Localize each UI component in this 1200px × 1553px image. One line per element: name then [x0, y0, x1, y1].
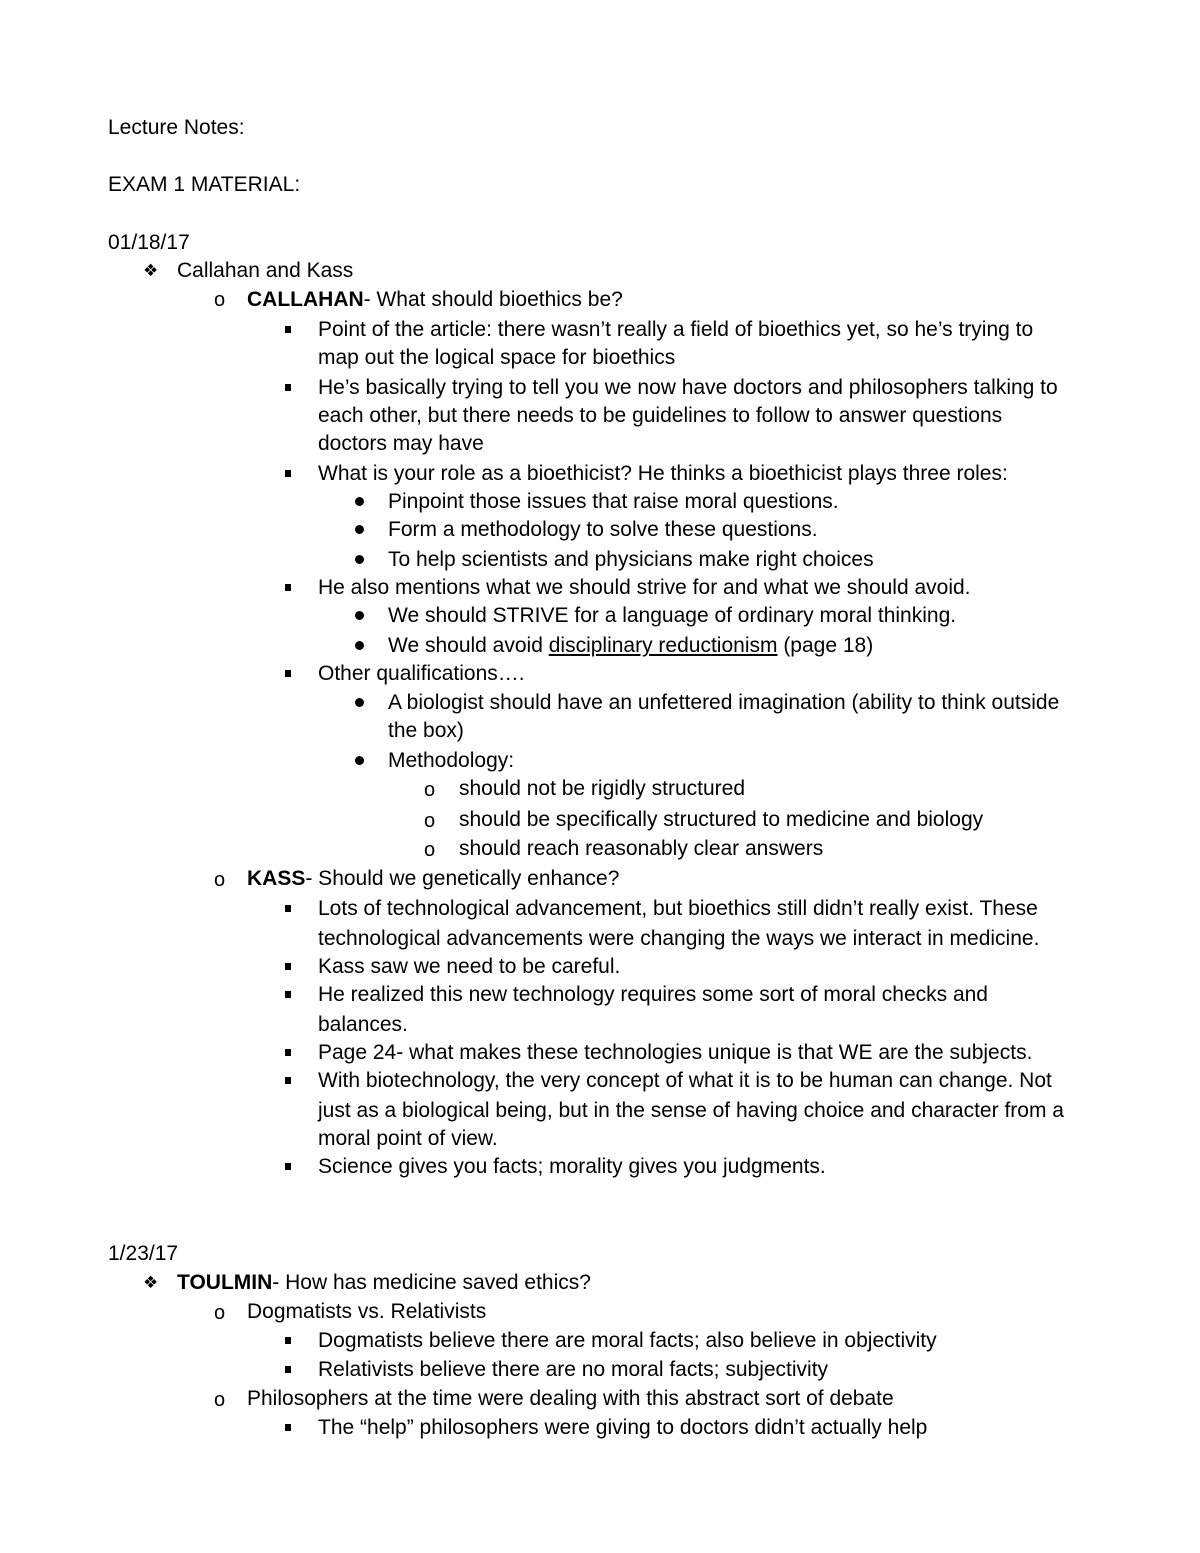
list-item-text: Lots of technological advancement, but bioethics still didn’t really exist. These: [318, 897, 1038, 920]
square-bullet-icon: [285, 1366, 291, 1373]
callahan-title: - What should bioethics be?: [363, 288, 623, 311]
list-item-text: should reach reasonably clear answers: [459, 837, 824, 860]
list-item-text: Philosophers at the time were dealing with this abstract sort of debate: [247, 1387, 894, 1410]
circle-bullet-icon: o: [424, 839, 436, 861]
dot-bullet-icon: [355, 641, 364, 650]
dot-bullet-icon: [355, 756, 364, 765]
square-bullet-icon: [285, 905, 291, 912]
circle-bullet-icon: o: [214, 1389, 226, 1411]
kass-heading: [247, 865, 619, 893]
date-heading: 01/18/17: [108, 231, 190, 254]
date-heading: 1/23/17: [108, 1242, 179, 1265]
list-item-text: should not be rigidly structured: [459, 777, 745, 800]
square-bullet-icon: [285, 1049, 291, 1056]
list-item-text: He’s basically trying to tell you we now have doctors and philosophers talking to: [318, 376, 1058, 399]
list-item-text: Pinpoint those issues that raise moral questions.: [388, 490, 839, 513]
list-item-text: Page 24- what makes these technologies unique is that WE are the subjects.: [318, 1041, 1033, 1064]
square-bullet-icon: [285, 991, 291, 998]
square-bullet-icon: [285, 326, 291, 333]
list-item-text: the box): [388, 719, 464, 742]
list-item-text: Dogmatists vs. Relativists: [247, 1300, 487, 1323]
kass-name: KASS: [247, 867, 306, 890]
exam-heading: EXAM 1 MATERIAL:: [108, 173, 301, 196]
circle-bullet-icon: o: [424, 810, 436, 832]
list-item-text: Kass saw we need to be careful.: [318, 955, 621, 978]
square-bullet-icon: [285, 584, 291, 591]
list-item-text: balances.: [318, 1013, 408, 1036]
document-title: Lecture Notes:: [108, 116, 245, 139]
list-item-text: Point of the article: there wasn’t really a field of bioethics yet, so he’s trying to: [318, 318, 1034, 341]
square-bullet-icon: [285, 1163, 291, 1170]
dot-bullet-icon: [355, 555, 364, 564]
square-bullet-icon: [285, 384, 291, 391]
circle-bullet-icon: o: [214, 869, 226, 891]
list-item-text: We should STRIVE for a language of ordinary moral thinking.: [388, 604, 957, 627]
dot-bullet-icon: [355, 525, 364, 534]
list-item-text: should be specifically structured to medicine and biology: [459, 808, 984, 831]
circle-bullet-icon: o: [424, 779, 436, 801]
list-item-text: Form a methodology to solve these questions.: [388, 518, 818, 541]
list-item-text: Other qualifications….: [318, 662, 525, 685]
list-item-text: technological advancements were changing the ways we interact in medicine.: [318, 927, 1040, 950]
list-item-text: Dogmatists believe there are moral facts; also believe in objectivity: [318, 1329, 937, 1352]
dot-bullet-icon: [355, 611, 364, 620]
callahan-name: CALLAHAN: [247, 288, 364, 311]
list-item-text: each other, but there needs to be guidelines to follow to answer questions: [318, 404, 1003, 427]
list-item-text: moral point of view.: [318, 1127, 498, 1150]
list-item-text: [388, 632, 873, 660]
list-item-text: He also mentions what we should strive for and what we should avoid.: [318, 576, 971, 599]
square-bullet-icon: [285, 1077, 291, 1084]
list-item-text: With biotechnology, the very concept of what it is to be human can change. Not: [318, 1069, 1052, 1092]
underlined-term: disciplinary reductionism: [548, 634, 778, 657]
list-item-text: What is your role as a bioethicist? He thinks a bioethicist plays three roles:: [318, 462, 1008, 485]
kass-title: - Should we genetically enhance?: [305, 867, 620, 890]
diamond-bullet-icon: ❖: [143, 1273, 159, 1292]
avoid-suffix: (page 18): [777, 634, 874, 657]
toulmin-heading: [177, 1269, 591, 1297]
circle-bullet-icon: o: [214, 1302, 226, 1324]
diamond-bullet-icon: ❖: [143, 261, 159, 280]
list-item-text: Relativists believe there are no moral facts; subjectivity: [318, 1358, 829, 1381]
square-bullet-icon: [285, 963, 291, 970]
dot-bullet-icon: [355, 497, 364, 506]
list-item-text: map out the logical space for bioethics: [318, 346, 676, 369]
toulmin-name: TOULMIN: [177, 1271, 273, 1294]
square-bullet-icon: [285, 470, 291, 477]
square-bullet-icon: [285, 1337, 291, 1344]
list-item-text: Methodology:: [388, 749, 515, 772]
callahan-heading: [247, 286, 623, 314]
list-item-text: A biologist should have an unfettered imagination (ability to think outside: [388, 691, 1060, 714]
square-bullet-icon: [285, 670, 291, 677]
list-item-text: He realized this new technology requires some sort of moral checks and: [318, 983, 988, 1006]
list-item-text: To help scientists and physicians make right choices: [388, 548, 874, 571]
list-item-text: Science gives you facts; morality gives you judgments.: [318, 1155, 826, 1178]
circle-bullet-icon: o: [214, 289, 226, 311]
list-item-text: just as a biological being, but in the sense of having choice and character from a: [318, 1099, 1064, 1122]
list-item-text: doctors may have: [318, 432, 484, 455]
toulmin-title: - How has medicine saved ethics?: [272, 1271, 591, 1294]
list-item-text: The “help” philosophers were giving to doctors didn’t actually help: [318, 1416, 928, 1439]
topic-title: Callahan and Kass: [177, 259, 354, 282]
avoid-prefix: We should avoid: [388, 634, 549, 657]
square-bullet-icon: [285, 1424, 291, 1431]
dot-bullet-icon: [355, 698, 364, 707]
